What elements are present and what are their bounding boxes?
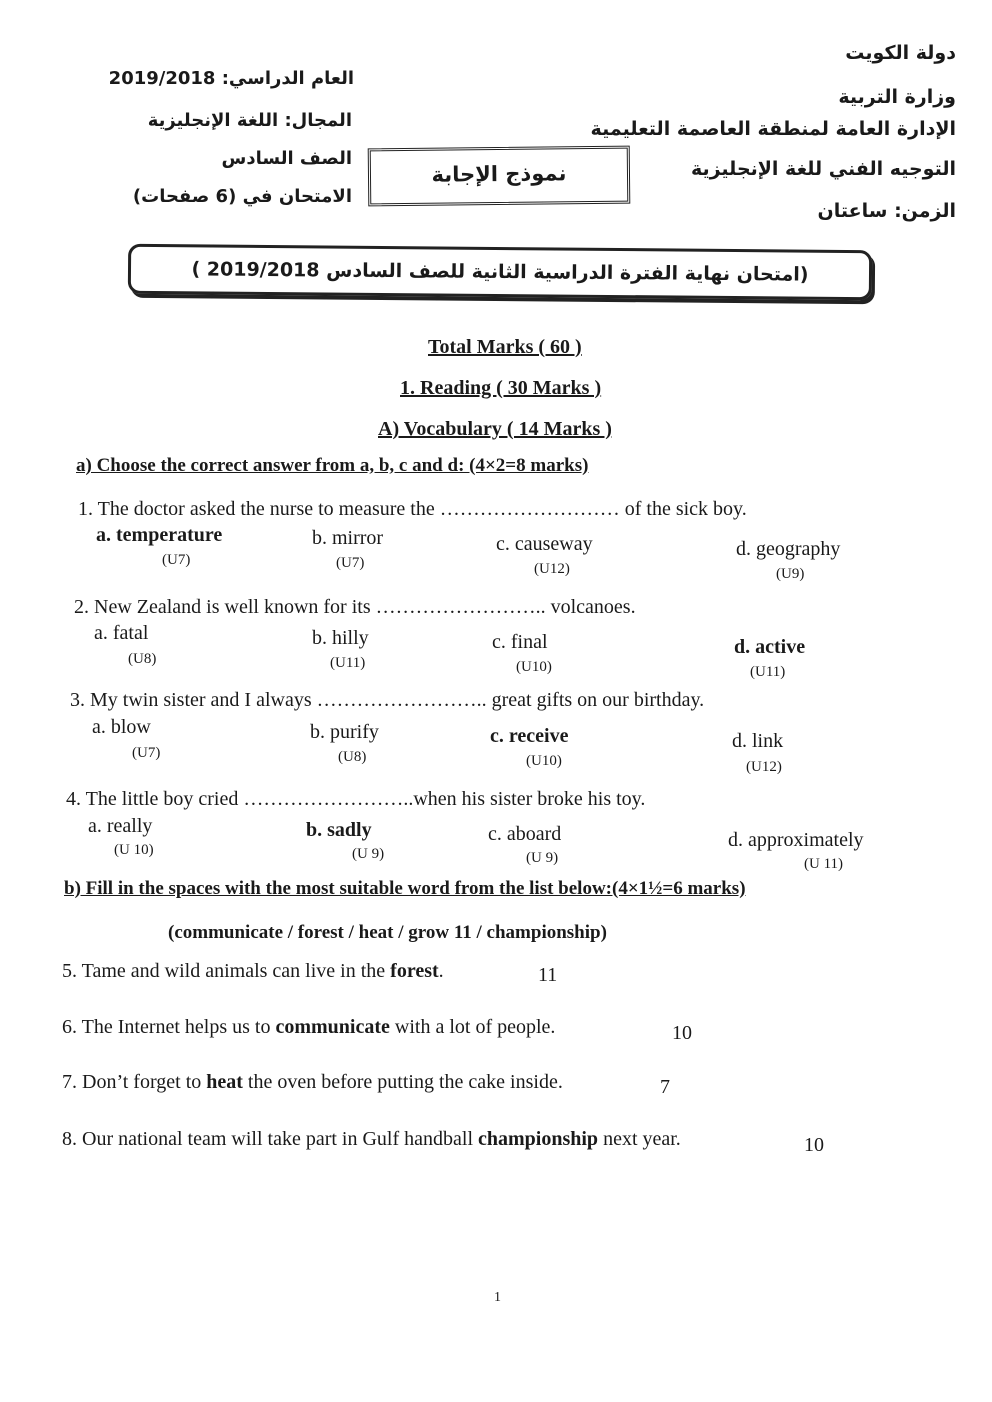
q3-option-a: a. blow bbox=[92, 716, 151, 738]
q3-option-d-unit: (U12) bbox=[746, 759, 782, 775]
part-a-instruction: a) Choose the correct answer from a, b, c and d: (4×2=8 marks) bbox=[76, 455, 589, 476]
q1-option-c-unit: (U12) bbox=[534, 561, 570, 577]
answer-5: forest bbox=[390, 960, 439, 982]
q3-option-d: d. link bbox=[732, 730, 784, 752]
sentence-7: 7. Don’t forget to heat the oven before putting the cake inside. bbox=[62, 1071, 563, 1093]
question-2: 2. New Zealand is well known for its …………………….. volcanoes. bbox=[74, 596, 636, 618]
q1-option-d-unit: (U9) bbox=[776, 566, 805, 582]
q1-option-a: a. temperature bbox=[96, 524, 223, 546]
q4-option-d: d. approximately bbox=[728, 829, 864, 851]
header-ministry: وزارة التربية bbox=[838, 86, 956, 108]
q2-option-b-unit: (U11) bbox=[330, 655, 366, 671]
q3-option-c: c. receive bbox=[490, 725, 569, 747]
q2-option-c-unit: (U10) bbox=[516, 659, 552, 675]
sentence-6-unit: 10 bbox=[672, 1022, 692, 1044]
q1-option-a-unit: (U7) bbox=[162, 552, 191, 568]
sentence-5: 5. Tame and wild animals can live in the forest. bbox=[62, 960, 444, 982]
sentence-7-unit: 7 bbox=[660, 1076, 670, 1098]
page-number: 1 bbox=[494, 1290, 501, 1305]
total-marks: Total Marks ( 60 ) bbox=[428, 336, 582, 358]
exam-title-box bbox=[128, 244, 872, 300]
q2-option-b: b. hilly bbox=[312, 627, 369, 649]
q1-option-b-unit: (U7) bbox=[336, 555, 365, 571]
header-directorate: الإدارة العامة لمنطقة العاصمة التعليمية bbox=[590, 118, 956, 140]
question-4: 4. The little boy cried ……………………..when his sister broke his toy. bbox=[66, 788, 646, 810]
answer-6: communicate bbox=[275, 1016, 390, 1038]
header-grade: الصف السادس bbox=[221, 148, 352, 169]
section-reading: 1. Reading ( 30 Marks ) bbox=[400, 377, 602, 399]
q2-option-a-unit: (U8) bbox=[128, 651, 157, 667]
answer-key-label: نموذج الإجابة bbox=[431, 161, 567, 187]
header-supervision: التوجيه الفني للغة الإنجليزية bbox=[690, 158, 956, 180]
answer-key-box bbox=[368, 146, 631, 207]
answer-7: heat bbox=[206, 1071, 243, 1093]
q3-option-a-unit: (U7) bbox=[132, 745, 161, 761]
q4-option-d-unit: (U 11) bbox=[804, 856, 844, 872]
q4-option-b-unit: (U 9) bbox=[352, 846, 385, 862]
q4-option-c: c. aboard bbox=[488, 823, 562, 845]
sentence-8-unit: 10 bbox=[804, 1134, 824, 1156]
part-b-instruction: b) Fill in the spaces with the most suitable word from the list below:(4×1½=6 marks) bbox=[64, 878, 746, 899]
exam-title: (امتحان نهاية الفترة الدراسية الثانية للصف السادس 2019/2018 ) bbox=[191, 258, 809, 286]
sentence-6: 6. The Internet helps us to communicate with a lot of people. bbox=[62, 1016, 556, 1038]
answer-8: championship bbox=[478, 1128, 599, 1150]
question-1: 1. The doctor asked the nurse to measure the ……………………… of the sick boy. bbox=[78, 498, 747, 520]
section-vocabulary: A) Vocabulary ( 14 Marks ) bbox=[378, 418, 612, 440]
q3-option-c-unit: (U10) bbox=[526, 753, 562, 769]
q2-option-a: a. fatal bbox=[94, 622, 149, 644]
header-country: دولة الكويت bbox=[845, 42, 956, 64]
header-subject: المجال: اللغة الإنجليزية bbox=[147, 110, 352, 131]
q3-option-b-unit: (U8) bbox=[338, 749, 367, 765]
q4-option-b: b. sadly bbox=[306, 819, 372, 841]
sentence-8: 8. Our national team will take part in Gulf handball championship next year. bbox=[62, 1128, 681, 1150]
q3-option-b: b. purify bbox=[310, 721, 379, 743]
q2-option-d: d. active bbox=[734, 636, 806, 658]
q4-option-a-unit: (U 10) bbox=[114, 842, 154, 858]
q2-option-c: c. final bbox=[492, 631, 548, 653]
header-time: الزمن: ساعتان bbox=[817, 200, 956, 222]
q4-option-c-unit: (U 9) bbox=[526, 850, 559, 866]
sentence-5-unit: 11 bbox=[538, 964, 558, 986]
q4-option-a: a. really bbox=[88, 815, 153, 837]
q1-option-c: c. causeway bbox=[496, 533, 593, 555]
q2-option-d-unit: (U11) bbox=[750, 664, 786, 680]
q1-option-b: b. mirror bbox=[312, 527, 384, 549]
question-3: 3. My twin sister and I always …………………….. great gifts on our birthday. bbox=[70, 689, 705, 711]
header-pages: الامتحان في (6 صفحات) bbox=[132, 186, 352, 207]
header-year: العام الدراسي: 2019/2018 bbox=[108, 68, 354, 89]
word-list: (communicate / forest / heat / grow 11 / championship) bbox=[168, 922, 607, 943]
q1-option-d: d. geography bbox=[736, 538, 841, 560]
